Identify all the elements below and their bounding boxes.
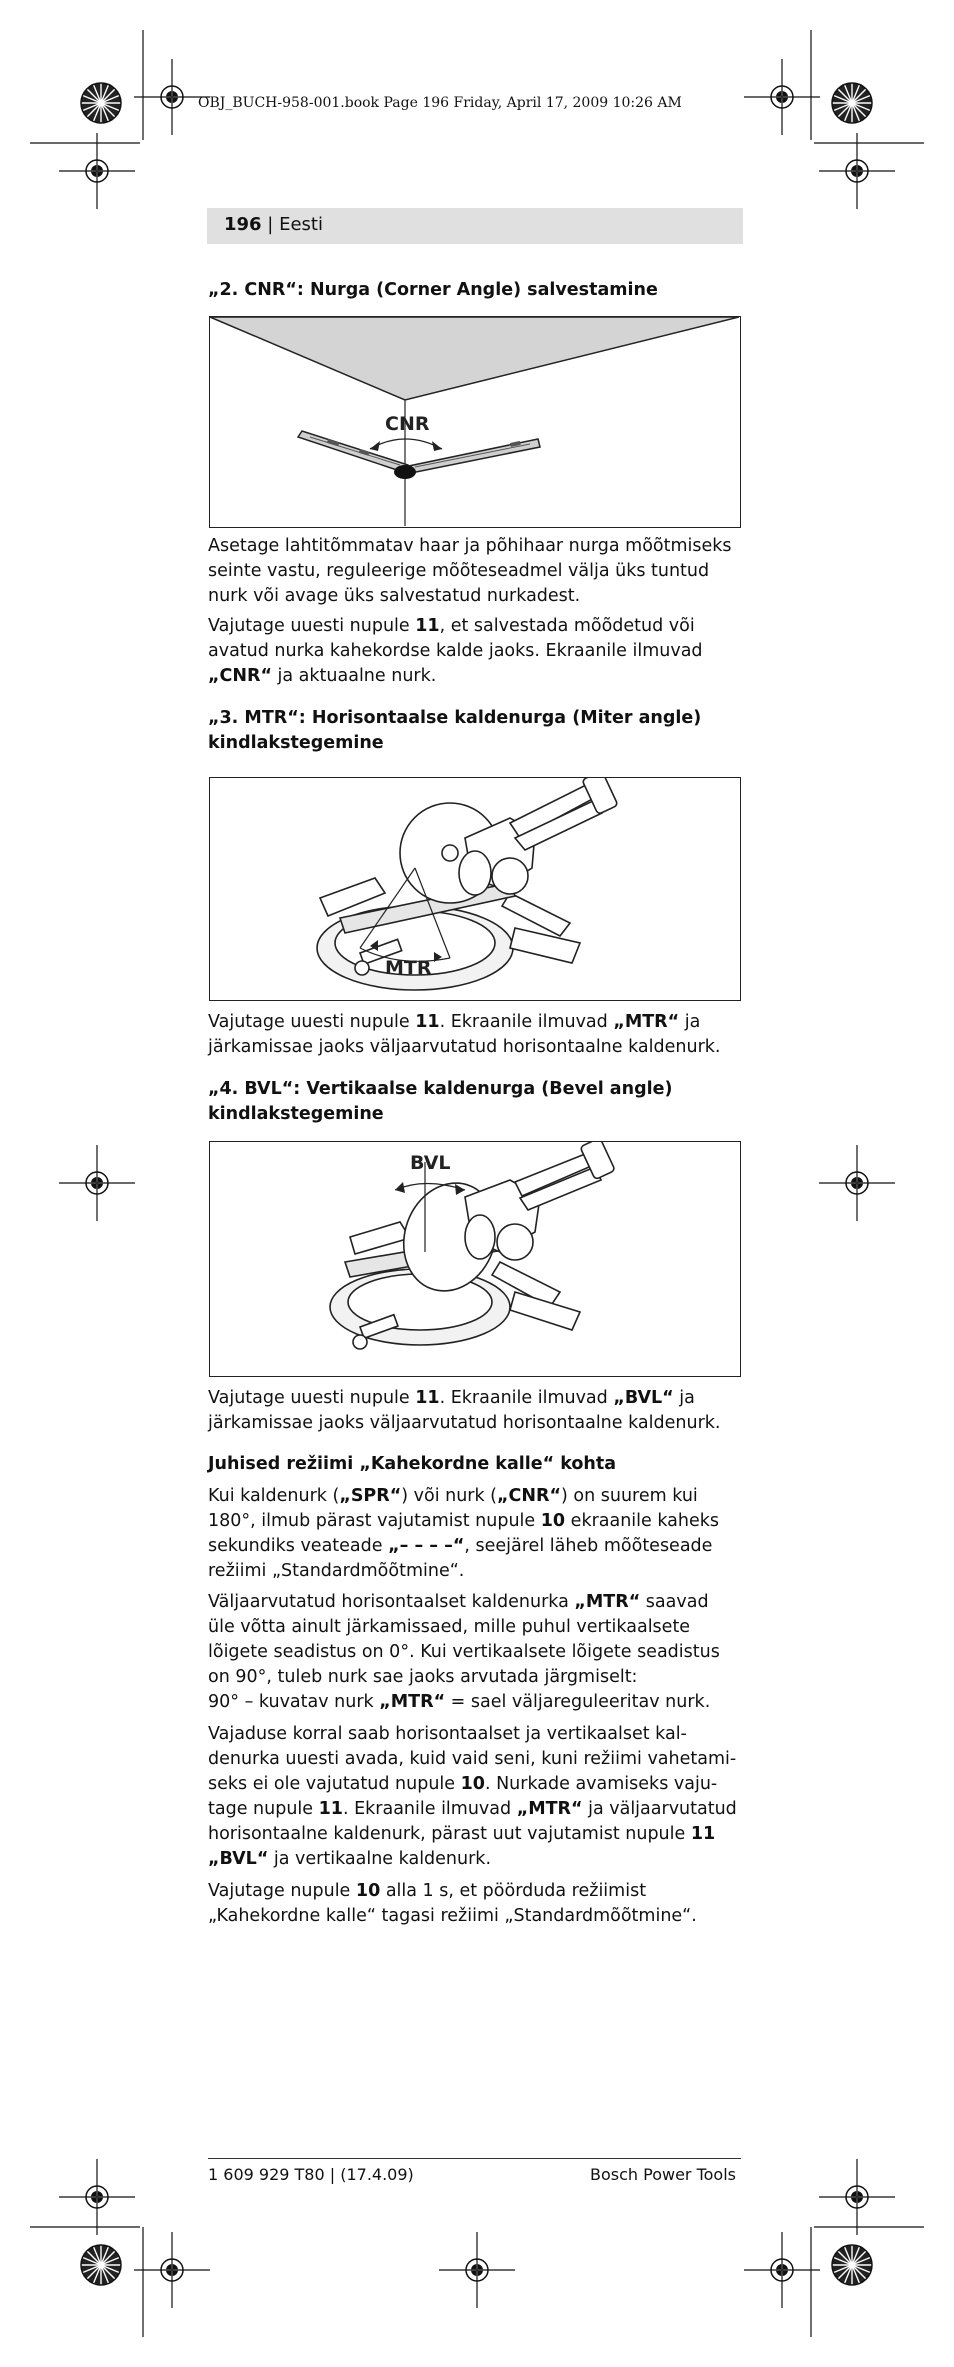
crosshair-top-right-b — [819, 133, 895, 209]
heading-line: „4. BVL“: Vertikaalse kaldenurga (Bevel angle) — [208, 1079, 673, 1099]
crosshair-bottom-right-b — [744, 2232, 820, 2308]
display-code: „MTR“ — [379, 1692, 446, 1712]
pivot-joint — [394, 465, 416, 479]
text-line: Vajaduse korral saab horisontaalset ja vertikaalset kal- — [208, 1724, 687, 1744]
text-run: . Nurkade avamiseks vaju- — [484, 1774, 718, 1794]
text-run: . Ekraanile ilmuvad — [439, 1388, 614, 1408]
corner-wall-shape — [210, 317, 739, 400]
registration-starburst-top-left — [81, 83, 121, 123]
button-ref: 10 — [460, 1774, 485, 1794]
button-ref: 10 — [540, 1511, 566, 1531]
heading-bvl — [208, 1077, 748, 1127]
text-run: Vajutage uuesti nupule — [208, 616, 416, 636]
crosshair-bottom-right-a — [819, 2159, 895, 2235]
display-code: „SPR“ — [339, 1486, 402, 1506]
text-line: denurka uuesti avada, kuid vaid seni, kuni režiimi vahetami- — [208, 1749, 737, 1769]
text-run: tage nupule — [208, 1799, 319, 1819]
text-line: avatud nurka kahekordse kalde jaoks. Ekraanile ilmuvad — [208, 641, 703, 661]
figure-cnr-drawing — [210, 317, 739, 526]
heading-line: „3. MTR“: Horisontaalse kaldenurga (Miter angle) — [208, 708, 702, 728]
button-ref: 11 — [415, 1388, 440, 1408]
paragraph-cnr-2 — [208, 614, 748, 689]
page-language: Eesti — [279, 214, 323, 235]
figure-bvl — [209, 1141, 741, 1377]
paragraph-cnr-1 — [208, 534, 748, 609]
text-run: , et salvestada mõõdetud või — [439, 616, 695, 636]
text-run: ja — [673, 1388, 695, 1408]
registration-starburst-bottom-left — [81, 2245, 121, 2285]
text-line: järkamissae jaoks väljaarvutatud horisontaalne kaldenurk. — [208, 1413, 721, 1433]
measuring-arm-left — [298, 431, 408, 473]
crosshair-bottom-left-a — [59, 2159, 135, 2235]
display-code: „MTR“ — [613, 1012, 680, 1032]
paragraph-mtr — [208, 1010, 748, 1060]
text-line: järkamissae jaoks väljaarvutatud horisontaalne kaldenurk. — [208, 1037, 721, 1057]
button-ref: 10 — [355, 1881, 381, 1901]
crosshair-bottom-left-b — [134, 2232, 210, 2308]
crosshair-top-left-b — [59, 133, 135, 209]
text-line: seinte vastu, reguleerige mõõteseadmel välja üks tuntud — [208, 561, 710, 581]
crosshair-mid-right — [819, 1145, 895, 1221]
paragraph-juhised-4 — [208, 1879, 748, 1929]
crosshair-bottom-center — [439, 2232, 515, 2308]
button-ref: 11 — [318, 1799, 343, 1819]
page-header: 196 | Eesti — [224, 214, 323, 235]
text-line: Asetage lahtitõmmatav haar ja põhihaar nurga mõõtmiseks — [208, 536, 732, 556]
crosshair-mid-left — [59, 1145, 135, 1221]
figure-bvl-drawing — [210, 1142, 739, 1375]
text-run: ) või nurk ( — [401, 1486, 498, 1506]
registration-starburst-bottom-right — [832, 2245, 872, 2285]
footer-divider — [208, 2158, 741, 2159]
display-code: „CNR“ — [497, 1486, 561, 1506]
page-number: 196 — [224, 214, 262, 235]
text-run: seks ei ole vajutatud nupule — [208, 1774, 461, 1794]
text-run: horisontaalne kaldenurk, pärast uut vajutamist nupule — [208, 1824, 691, 1844]
paragraph-juhised-2 — [208, 1590, 748, 1715]
text-line: „Kahekordne kalle“ tagasi režiimi „Standardmõõtmine“. — [208, 1906, 697, 1926]
figure-label-cnr: CNR — [385, 413, 430, 435]
paragraph-juhised-3 — [208, 1722, 748, 1872]
text-run: saavad — [640, 1592, 709, 1612]
display-code: „MTR“ — [574, 1592, 641, 1612]
text-run: Väljaarvutatud horisontaalset kaldenurka — [208, 1592, 575, 1612]
text-line: režiimi „Standardmõõtmine“. — [208, 1561, 465, 1581]
text-run: ) on suurem kui — [560, 1486, 698, 1506]
text-run: ja — [679, 1012, 701, 1032]
text-run: ja vertikaalne kaldenurk. — [268, 1849, 492, 1869]
text-run: Kui kaldenurk ( — [208, 1486, 340, 1506]
text-run: Vajutage uuesti nupule — [208, 1012, 416, 1032]
text-run: ja väljaarvutatud — [582, 1799, 737, 1819]
text-run: , seejärel läheb mõõteseade — [464, 1536, 713, 1556]
heading-line: kindlakstegemine — [208, 733, 384, 753]
figure-mtr — [209, 777, 741, 1001]
text-run: . Ekraanile ilmuvad — [342, 1799, 517, 1819]
figure-label-mtr: MTR — [385, 957, 432, 979]
display-code: „– – – –“ — [388, 1536, 465, 1556]
text-line: üle võtta ainult järkamissaed, mille puhul vertikaalsete — [208, 1617, 691, 1637]
text-run: 90° – kuvatav nurk — [208, 1692, 380, 1712]
text-run: Vajutage nupule — [208, 1881, 356, 1901]
paragraph-juhised-1 — [208, 1484, 748, 1584]
heading-juhised: Juhised režiimi „Kahekordne kalle“ kohta — [208, 1454, 617, 1474]
button-ref: 11 — [690, 1824, 716, 1844]
text-run: ja aktuaalne nurk. — [271, 666, 437, 686]
button-ref: 11 — [415, 616, 440, 636]
text-line: on 90°, tuleb nurk sae jaoks arvutada järgmiselt: — [208, 1667, 638, 1687]
measuring-arm-right — [404, 439, 540, 474]
text-run: Vajutage uuesti nupule — [208, 1388, 416, 1408]
text-run: = sael väljareguleeritav nurk. — [445, 1692, 711, 1712]
text-run: 180°, ilmub pärast vajutamist nupule — [208, 1511, 541, 1531]
figure-cnr — [209, 316, 741, 528]
button-ref: 11 — [415, 1012, 440, 1032]
footer-document-number: 1 609 929 T80 | (17.4.09) — [208, 2165, 414, 2184]
footer-brand: Bosch Power Tools — [590, 2165, 736, 2184]
display-code: „BVL“ — [208, 1849, 269, 1869]
display-code: „MTR“ — [516, 1799, 583, 1819]
figure-mtr-drawing — [210, 778, 739, 999]
text-line: nurk või avage üks salvestatud nurkadest. — [208, 586, 581, 606]
text-run: alla 1 s, et pöörduda režiimist — [380, 1881, 647, 1901]
heading-cnr: „2. CNR“: Nurga (Corner Angle) salvestamine — [208, 280, 658, 300]
display-code: „CNR“ — [208, 666, 272, 686]
figure-label-bvl: BVL — [410, 1152, 451, 1174]
paragraph-bvl — [208, 1386, 748, 1436]
crosshair-top-right-a — [744, 59, 820, 135]
heading-line: kindlakstegemine — [208, 1104, 384, 1124]
text-run: . Ekraanile ilmuvad — [439, 1012, 614, 1032]
text-run: ekraanile kaheks — [565, 1511, 720, 1531]
text-run: sekundiks veateade — [208, 1536, 389, 1556]
heading-mtr — [208, 706, 748, 756]
display-code: „BVL“ — [613, 1388, 674, 1408]
registration-starburst-top-right — [832, 83, 872, 123]
print-info-line: OBJ_BUCH-958-001.book Page 196 Friday, April 17, 2009 10:26 AM — [198, 95, 682, 111]
text-line: lõigete seadistus on 0°. Kui vertikaalsete lõigete seadistus — [208, 1642, 720, 1662]
